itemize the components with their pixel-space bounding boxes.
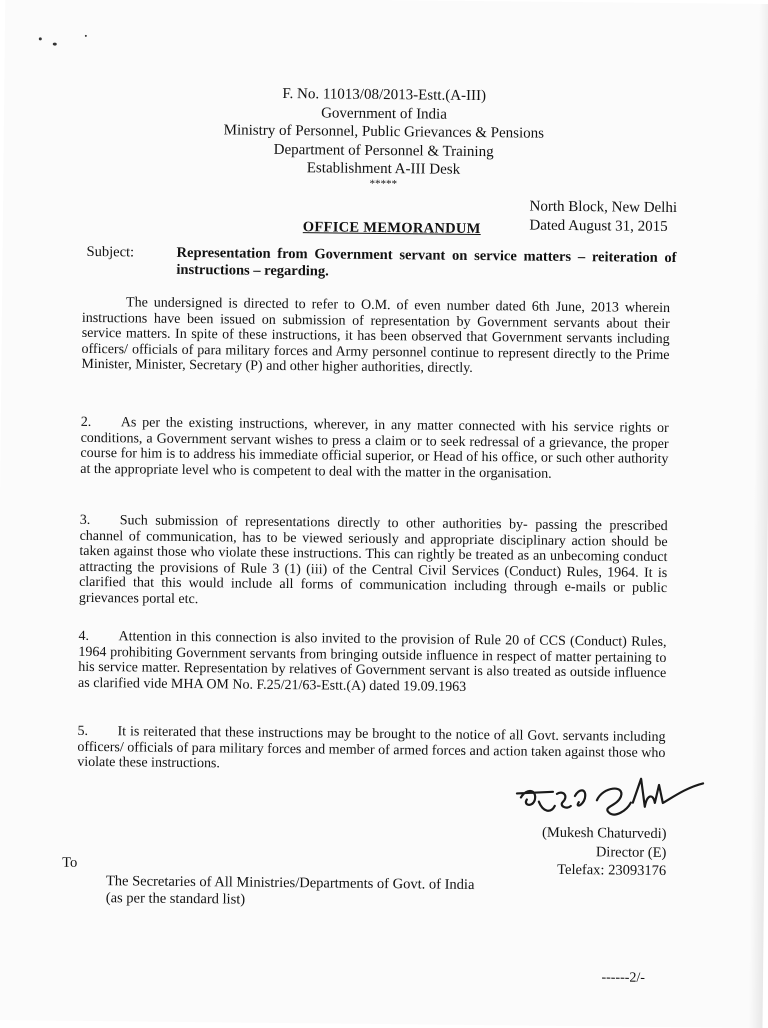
subject-label: Subject: — [86, 244, 134, 261]
paragraph-text: It is reiterated that these instructions may be brought to the notice of all Govt. servants including officers/ officials of para military forces and member of armed forces and action taken against those who violate these instructions. — [77, 724, 665, 771]
file-number: F. No. 11013/08/2013-Estt.(A-III) — [184, 84, 584, 107]
paragraph-number: 5. — [77, 724, 117, 740]
paragraph-text: As per the existing instructions, wherever, in any matter connected with his service rights or conditions, a Government servant wishes to press a claim or to seek redressal of a grievance, the proper course for him is to address his immediate official superior, or Head of his office, or such other authority at the appropriate level who is competent to deal with the matter in the organisation. — [80, 415, 669, 481]
signatory-block — [542, 824, 667, 881]
department-line: Department of Personnel & Training — [184, 139, 584, 162]
document-title: OFFICE MEMORANDUM — [303, 219, 481, 238]
addressee-block — [106, 873, 475, 911]
page-edge-shadow — [748, 4, 768, 1028]
place: North Block, New Delhi — [529, 198, 677, 219]
paragraph-text: The undersigned is directed to refer to O.M. of even number dated 6th June, 2013 wherein instructions have been issued on submission of representation by Government servants about their service matters. In spite of these instructions, it has been observed that Government servants including officers/ officials of para military forces and Army personnel continue to represent directly to the Prime Minister, Minister, Secretary (P) and other higher authorities, directly. — [81, 295, 670, 376]
signatory-name: (Mukesh Chaturvedi) — [542, 824, 667, 844]
paragraph-1 — [81, 295, 670, 379]
signatory-designation: Director (E) — [542, 842, 667, 862]
addressee-line: The Secretaries of All Ministries/Departments of Govt. of India — [106, 873, 475, 894]
page-number: ------2/- — [601, 970, 645, 986]
ministry-line: Ministry of Personnel, Public Grievances & Pensions — [184, 121, 584, 144]
paragraph-3 — [79, 513, 668, 613]
paragraph-text: Such submission of representations directly to other authorities by- passing the prescribed channel of communication, has to be viewed seriously and appropriate disciplinary action should be taken against those who violate these instructions. This can rightly be treated as an unbecoming conduct attracting the provisions of Rule 3 (1) (iii) of the Central Civil Services (Conduct) Rules, 1964. It is clarified that this would include all forms of communication including through e-mails or public grievances portal etc. — [79, 513, 668, 607]
place-date-block — [529, 198, 677, 238]
paragraph-number: 3. — [80, 513, 120, 529]
paragraph-number: 4. — [78, 629, 118, 645]
scan-speck — [85, 35, 87, 37]
government-line: Government of India — [184, 102, 584, 125]
paragraph-2 — [80, 415, 669, 484]
paragraph-text: Attention in this connection is also invited to the provision of Rule 20 of CCS (Conduct) Rules, 1964 prohibiting Government servants from bringing outside influence in respect of matter pertaining to his service matter. Representation by relatives of Government servant is also treated as outside influence as clarified vide MHA OM No. F.25/21/63-Estt.(A) dated 19.09.1963 — [78, 629, 667, 694]
letterhead — [183, 84, 584, 191]
date: Dated August 31, 2015 — [529, 217, 677, 238]
header-stars: ***** — [183, 176, 583, 190]
scan-speck — [53, 43, 57, 46]
signatory-telefax: Telefax: 23093176 — [542, 861, 667, 881]
desk-line: Establishment A-III Desk — [183, 158, 583, 181]
handwritten-signature — [513, 771, 714, 829]
paragraph-4 — [78, 629, 667, 698]
addressee-line: (as per the standard list) — [106, 890, 475, 911]
scan-speck — [39, 37, 42, 40]
paragraph-number: 2. — [81, 415, 121, 431]
paragraph-5 — [77, 724, 665, 777]
to-label: To — [62, 855, 77, 872]
subject-text: Representation from Government servant on service matters – reiteration of instructions – regarding. — [176, 245, 676, 284]
